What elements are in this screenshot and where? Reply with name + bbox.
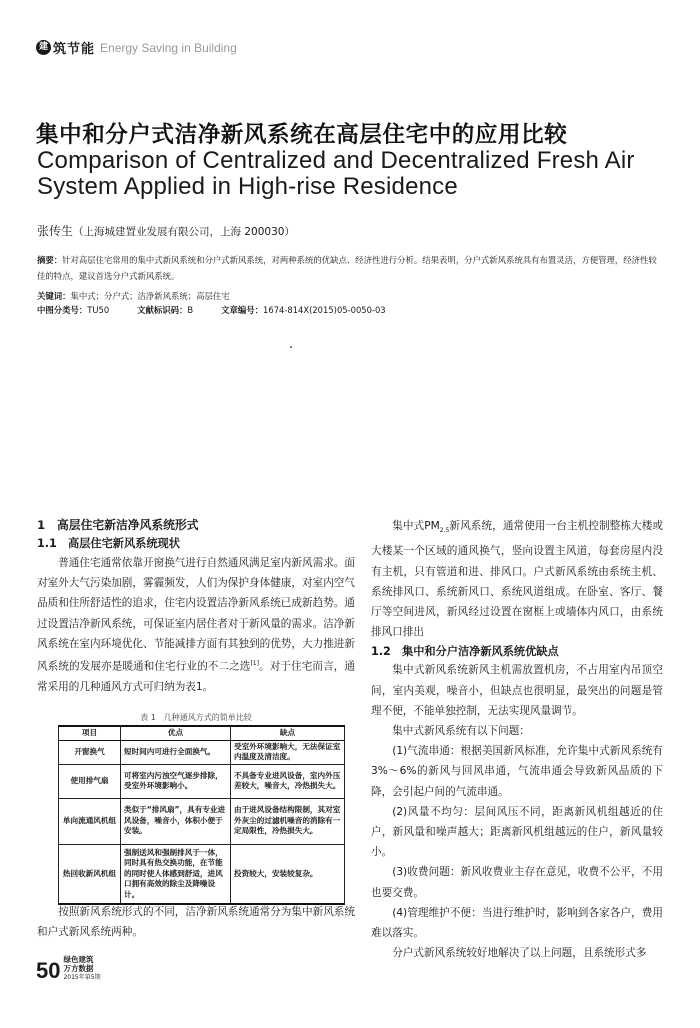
journal-name: 绿色建筑 <box>63 955 94 964</box>
paragraph-pm25-system: 集中式$PM_{2.5}$新风系统，通常使用一台主机控制整栋大楼或大楼某一个区域的通风换气，竖向设置主风道，每套房屋内没有主机，只有管道和进、排风口。户式新风系统由系统主机、系统排风口、系统新风口、系统风道组成。在卧室、客厅、餐厅等空间进风，新风经过设置在窗框上或墙体内风口，由系统排风口排出 <box>371 520 664 639</box>
paragraph-decentralized: 分户式新风系统较好地解决了以上问题，且系统形式多 <box>392 947 647 960</box>
table-row <box>59 740 345 764</box>
article-meta <box>37 304 414 316</box>
paragraph-problems-intro: 集中式新风系统有以下问题： <box>392 724 530 737</box>
page-number: 50 <box>36 958 61 983</box>
subsection-heading-1-2: 1.2 集中和分户洁净新风系统优缺点 <box>371 645 559 659</box>
table-cell-type: 单向流通风机组 <box>59 798 121 844</box>
table-cell-disadvantage: 由于进风设备结构限制，其对室外灰尘的过滤机噪音的消除有一定局限性，冷热损失大。 <box>231 798 345 844</box>
table-row <box>59 798 345 844</box>
paragraph-problem-3: (3)收费问题：新风收费业主存在意见，收费不公平，不用也要交费。 <box>371 866 663 899</box>
table-cell-disadvantage: 不具备专业进风设备，室内外压差较大，噪音大，冷热损失大。 <box>231 764 345 798</box>
table-row <box>59 764 345 798</box>
section-name-en: Energy Saving in Building <box>100 40 237 55</box>
paragraph-problem-4: (4)管理维护不便：当进行维护时，影响到各家各户，费用难以落实。 <box>371 906 663 939</box>
table-header-row <box>59 726 345 740</box>
table-cell-advantage: 强制送风和强制排风于一体，同时具有热交换功能，在节能的同时使人体感到舒适，进风口拥有高效的除尘及降噪设计。 <box>121 844 231 904</box>
table-cell-type: 开窗换气 <box>59 740 121 764</box>
paragraph-centralized-pros-cons: 集中式新风系统新风主机需放置机房，不占用室内吊顶空间，室内美观，噪音小，但缺点也很明显，最突出的问题是管理不便，不能单独控制，无法实现风量调节。 <box>371 664 663 717</box>
table-cell-type: 热回收新风机组 <box>59 844 121 904</box>
journal-info <box>63 955 100 982</box>
clc-number: 中图分类号：TU50 <box>37 305 110 315</box>
paragraph-intro: 普通住宅通常依靠开窗换气进行自然通风满足室内新风需求。面对室外大气污染加剧，雾霾频发，人们为保护身体健康，对室内空气品质和住所舒适性的追求，住宅内设置洁净新风系统已成新趋势。通过设置洁净新风系统，可保证室内居住者对于新风量的需求。洁净新风系统在室内环境优化、节能减排方面有其独到的优势，大力推进新风系统的发展亦是暖通和住宅行业的不二之选[1]。对于住宅而言，通常采用的几种通风方式可归纳为表1。 <box>37 557 356 693</box>
article-title-cn: 集中和分户式洁净新风系统在高层住宅中的应用比较 <box>36 122 568 148</box>
author-name: 张传生 <box>37 224 74 238</box>
journal-issue: 2015年第5期 <box>63 974 101 981</box>
paragraph-problem-1: (1)气流串通：根据美国新风标准，允许集中式新风系统有3%～6%的新风与回风串通，气流串通会导致新风品质的下降，会引起户间的气流串通。 <box>371 745 663 798</box>
section-name-cn: 筑节能 <box>53 42 96 57</box>
paragraph-problem-2: (2)风量不均匀：层间风压不同，距离新风机组越近的住户，新风量和噪声越大；距离新风机组越远的住户，新风量较小。 <box>371 805 663 859</box>
table-cell-disadvantage: 受室外环境影响大，无法保证室内温度及清洁度。 <box>231 740 345 764</box>
paragraph-system-types: 按照新风系统形式的不同，洁净新风系统通常分为集中新风系统和户式新风系统两种。 <box>37 906 355 939</box>
abstract-label: 摘要： <box>37 255 63 265</box>
table-cell-type: 使用排气扇 <box>59 764 121 798</box>
page-footer <box>36 955 101 982</box>
abstract <box>37 252 665 284</box>
table-cell-advantage: 短时间内可进行全面换气。 <box>121 740 231 764</box>
table-cell-advantage: 可将室内污浊空气逐步排除，受室外环境影响小。 <box>121 764 231 798</box>
table-cell-disadvantage: 投资较大，安装较复杂。 <box>231 844 345 904</box>
keywords <box>37 290 230 302</box>
table-row <box>59 844 345 904</box>
table-header-cell: 项目 <box>59 726 121 740</box>
left-column-continued <box>37 902 355 942</box>
keywords-label: 关键词： <box>37 291 71 301</box>
subsection-heading-1-1: 1.1 高层住宅新风系统现状 <box>37 537 180 550</box>
table-cell-advantage: 类似于“排风扇”，具有专业进风设备，噪音小，体积小便于安装。 <box>121 798 231 844</box>
citation-ref[interactable]: [1] <box>250 660 259 668</box>
author-affiliation: （上海城建置业发展有限公司，上海 200030） <box>73 226 295 238</box>
abstract-text: 针对高层住宅常用的集中式新风系统和分户式新风系统，对两种系统的优缺点、经济性进行分析。结果表明，分户式新风系统具有布置灵活，方便管理，经济性较佳的特点，建议首选分户式新风系统。 <box>37 255 657 281</box>
comparison-table <box>58 725 345 905</box>
article-title-en-line1: Comparison of Centralized and Decentralized Fresh Air <box>37 147 635 174</box>
table-caption: 表 1 几种通风方式的简单比较 <box>140 713 252 722</box>
section-heading-1: 1 高层住宅新洁净风系统形式 <box>37 518 199 532</box>
decorative-dot <box>290 346 292 348</box>
article-title-en-line2: System Applied in High-rise Residence <box>37 173 458 200</box>
table-header-cell: 缺点 <box>231 726 345 740</box>
journal-watermark: 万方数据 <box>63 964 94 973</box>
author-line <box>37 222 295 239</box>
table-header-cell: 优点 <box>121 726 231 740</box>
keywords-text: 集中式；分户式；洁净新风系统；高层住宅 <box>70 291 230 301</box>
article-id: 文章编号：1674-814X(2015)05-0050-03 <box>221 305 386 315</box>
section-header <box>36 38 237 57</box>
left-column <box>37 516 355 697</box>
right-column <box>371 516 663 963</box>
section-logo-icon: 建 <box>36 40 51 55</box>
document-code: 文献标识码：B <box>137 305 194 315</box>
